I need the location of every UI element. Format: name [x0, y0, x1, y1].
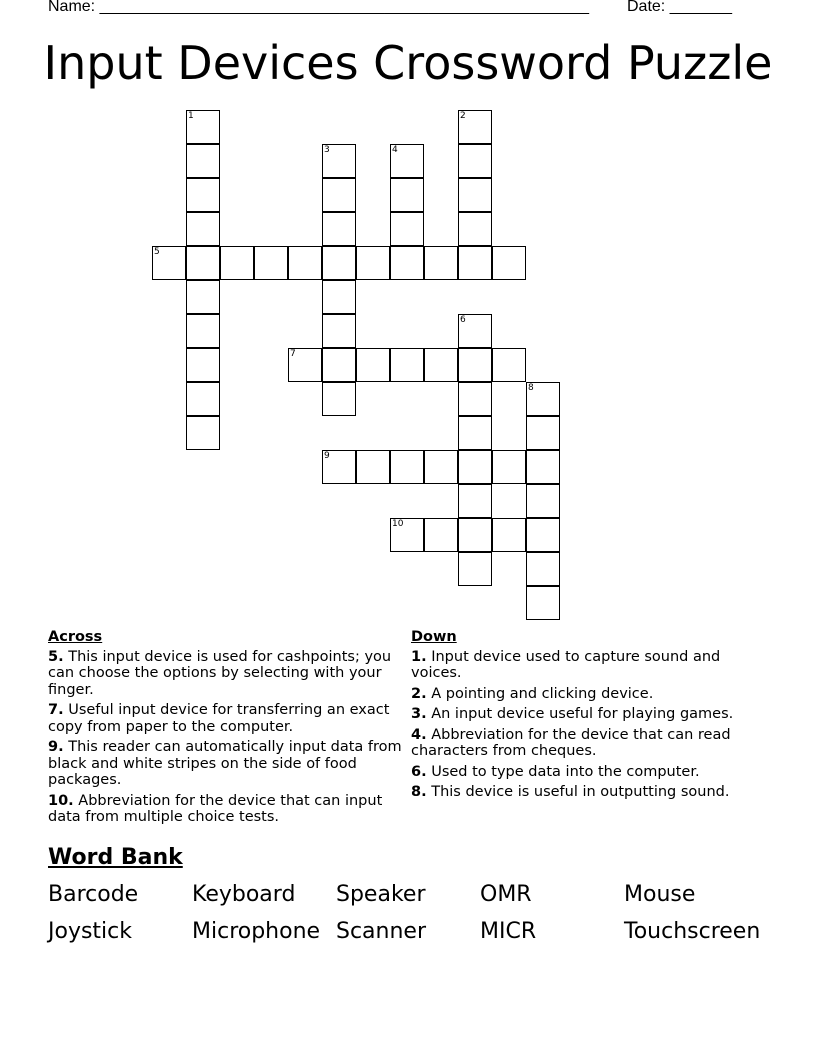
clue-text: This device is useful in outputting sound. [431, 784, 730, 800]
crossword-cell[interactable] [220, 246, 254, 280]
word-bank-word: Keyboard [192, 882, 296, 907]
clue-down-8 [411, 784, 766, 801]
crossword-cell[interactable] [492, 348, 526, 382]
crossword-cell[interactable] [322, 348, 356, 382]
clue-text: A pointing and clicking device. [431, 685, 654, 702]
crossword-cell[interactable] [390, 518, 424, 552]
clue-text: This input device is used for cashpoints; you can choose the options by selecting with your finger. [48, 648, 392, 698]
clue-down-2 [411, 686, 766, 703]
down-clues [411, 629, 766, 805]
crossword-cell[interactable] [424, 348, 458, 382]
crossword-cell[interactable] [322, 314, 356, 348]
cell-number: 8 [528, 383, 534, 393]
clue-number: 2. [411, 685, 427, 702]
crossword-cell[interactable] [424, 246, 458, 280]
clue-text: An input device useful for playing games. [431, 706, 734, 722]
crossword-cell[interactable] [186, 416, 220, 450]
crossword-cell[interactable] [458, 552, 492, 586]
page-title: Input Devices Crossword Puzzle [43, 36, 773, 90]
crossword-cell[interactable] [458, 518, 492, 552]
crossword-cell[interactable] [322, 450, 356, 484]
date-field-line[interactable]: Date: _______ [627, 0, 732, 15]
crossword-cell[interactable] [356, 450, 390, 484]
clue-number: 5. [48, 648, 64, 665]
crossword-cell[interactable] [458, 382, 492, 416]
cell-number: 7 [290, 349, 296, 359]
crossword-cell[interactable] [424, 450, 458, 484]
crossword-cell[interactable] [186, 246, 220, 280]
crossword-cell[interactable] [390, 212, 424, 246]
crossword-cell[interactable] [458, 212, 492, 246]
crossword-cell[interactable] [186, 178, 220, 212]
crossword-cell[interactable] [322, 382, 356, 416]
clue-number: 6. [411, 763, 427, 780]
crossword-cell[interactable] [526, 552, 560, 586]
clue-down-1 [411, 649, 766, 682]
crossword-cell[interactable] [322, 144, 356, 178]
clue-text: Useful input device for transferring an exact copy from paper to the computer. [48, 702, 390, 735]
crossword-cell[interactable] [186, 212, 220, 246]
clue-text: Abbreviation for the device that can read characters from cheques. [411, 726, 731, 759]
word-bank-word: Touchscreen [624, 919, 761, 944]
clue-down-6 [411, 764, 766, 781]
crossword-cell[interactable] [322, 246, 356, 280]
word-bank-word: MICR [480, 919, 537, 944]
crossword-cell[interactable] [288, 246, 322, 280]
crossword-cell[interactable] [288, 348, 322, 382]
clue-across-5 [48, 649, 403, 699]
crossword-cell[interactable] [390, 144, 424, 178]
crossword-cell[interactable] [458, 314, 492, 348]
crossword-cell[interactable] [254, 246, 288, 280]
crossword-cell[interactable] [526, 450, 560, 484]
cell-number: 5 [154, 247, 160, 257]
crossword-cell[interactable] [458, 450, 492, 484]
crossword-cell[interactable] [390, 178, 424, 212]
clue-text: This reader can automatically input data from black and white stripes on the side of food packages. [48, 739, 402, 788]
crossword-cell[interactable] [458, 110, 492, 144]
clue-number: 3. [411, 706, 427, 722]
clue-across-10 [48, 793, 403, 826]
crossword-cell[interactable] [526, 382, 560, 416]
crossword-cell[interactable] [492, 450, 526, 484]
crossword-cell[interactable] [526, 518, 560, 552]
word-bank-word: Speaker [336, 882, 426, 907]
crossword-cell[interactable] [186, 280, 220, 314]
word-bank-word: Joystick [48, 919, 133, 944]
cell-number: 3 [324, 145, 330, 155]
across-clues [48, 629, 403, 830]
word-bank-word: Barcode [48, 882, 139, 907]
name-field-line[interactable]: Name: _______________________________________________________ [48, 0, 589, 15]
crossword-cell[interactable] [526, 586, 560, 620]
crossword-cell[interactable] [458, 246, 492, 280]
crossword-cell[interactable] [322, 280, 356, 314]
crossword-cell[interactable] [492, 518, 526, 552]
crossword-cell[interactable] [356, 246, 390, 280]
clue-across-7 [48, 702, 403, 735]
clue-number: 8. [411, 784, 427, 800]
across-heading: Across [48, 629, 103, 645]
crossword-cell[interactable] [458, 484, 492, 518]
crossword-cell[interactable] [186, 314, 220, 348]
cell-number: 6 [460, 315, 466, 325]
crossword-cell[interactable] [186, 348, 220, 382]
word-bank-word: Mouse [624, 882, 696, 907]
cell-number: 1 [188, 111, 194, 121]
crossword-cell[interactable] [186, 110, 220, 144]
crossword-cell[interactable] [526, 416, 560, 450]
crossword-cell[interactable] [458, 416, 492, 450]
crossword-cell[interactable] [492, 246, 526, 280]
clue-text: Used to type data into the computer. [431, 763, 700, 780]
crossword-cell[interactable] [458, 348, 492, 382]
crossword-cell[interactable] [526, 484, 560, 518]
crossword-cell[interactable] [390, 348, 424, 382]
cell-number: 10 [392, 519, 404, 529]
word-bank-title: Word Bank [48, 845, 183, 870]
crossword-cell[interactable] [424, 518, 458, 552]
word-bank-word: OMR [480, 882, 532, 907]
crossword-cell[interactable] [458, 178, 492, 212]
crossword-cell[interactable] [356, 348, 390, 382]
clue-down-3 [411, 706, 766, 723]
clue-number: 7. [48, 702, 64, 718]
crossword-cell[interactable] [390, 450, 424, 484]
crossword-cell[interactable] [322, 212, 356, 246]
clue-number: 1. [411, 648, 427, 665]
crossword-cell[interactable] [322, 178, 356, 212]
crossword-cell[interactable] [390, 246, 424, 280]
cell-number: 2 [460, 111, 466, 121]
word-bank-word: Microphone [192, 919, 321, 944]
cell-number: 4 [392, 145, 398, 155]
crossword-cell[interactable] [186, 382, 220, 416]
cell-number: 9 [324, 451, 330, 461]
clue-number: 9. [48, 739, 64, 755]
word-bank-word: Scanner [336, 919, 427, 944]
crossword-cell[interactable] [458, 144, 492, 178]
clue-across-9 [48, 739, 403, 789]
clue-number: 4. [411, 726, 427, 743]
clue-number: 10. [48, 792, 74, 809]
clue-text: Input device used to capture sound and voices. [411, 648, 721, 681]
clue-text: Abbreviation for the device that can input data from multiple choice tests. [48, 792, 383, 825]
crossword-cell[interactable] [152, 246, 186, 280]
clue-down-4 [411, 727, 766, 760]
crossword-cell[interactable] [186, 144, 220, 178]
down-heading: Down [411, 629, 457, 645]
